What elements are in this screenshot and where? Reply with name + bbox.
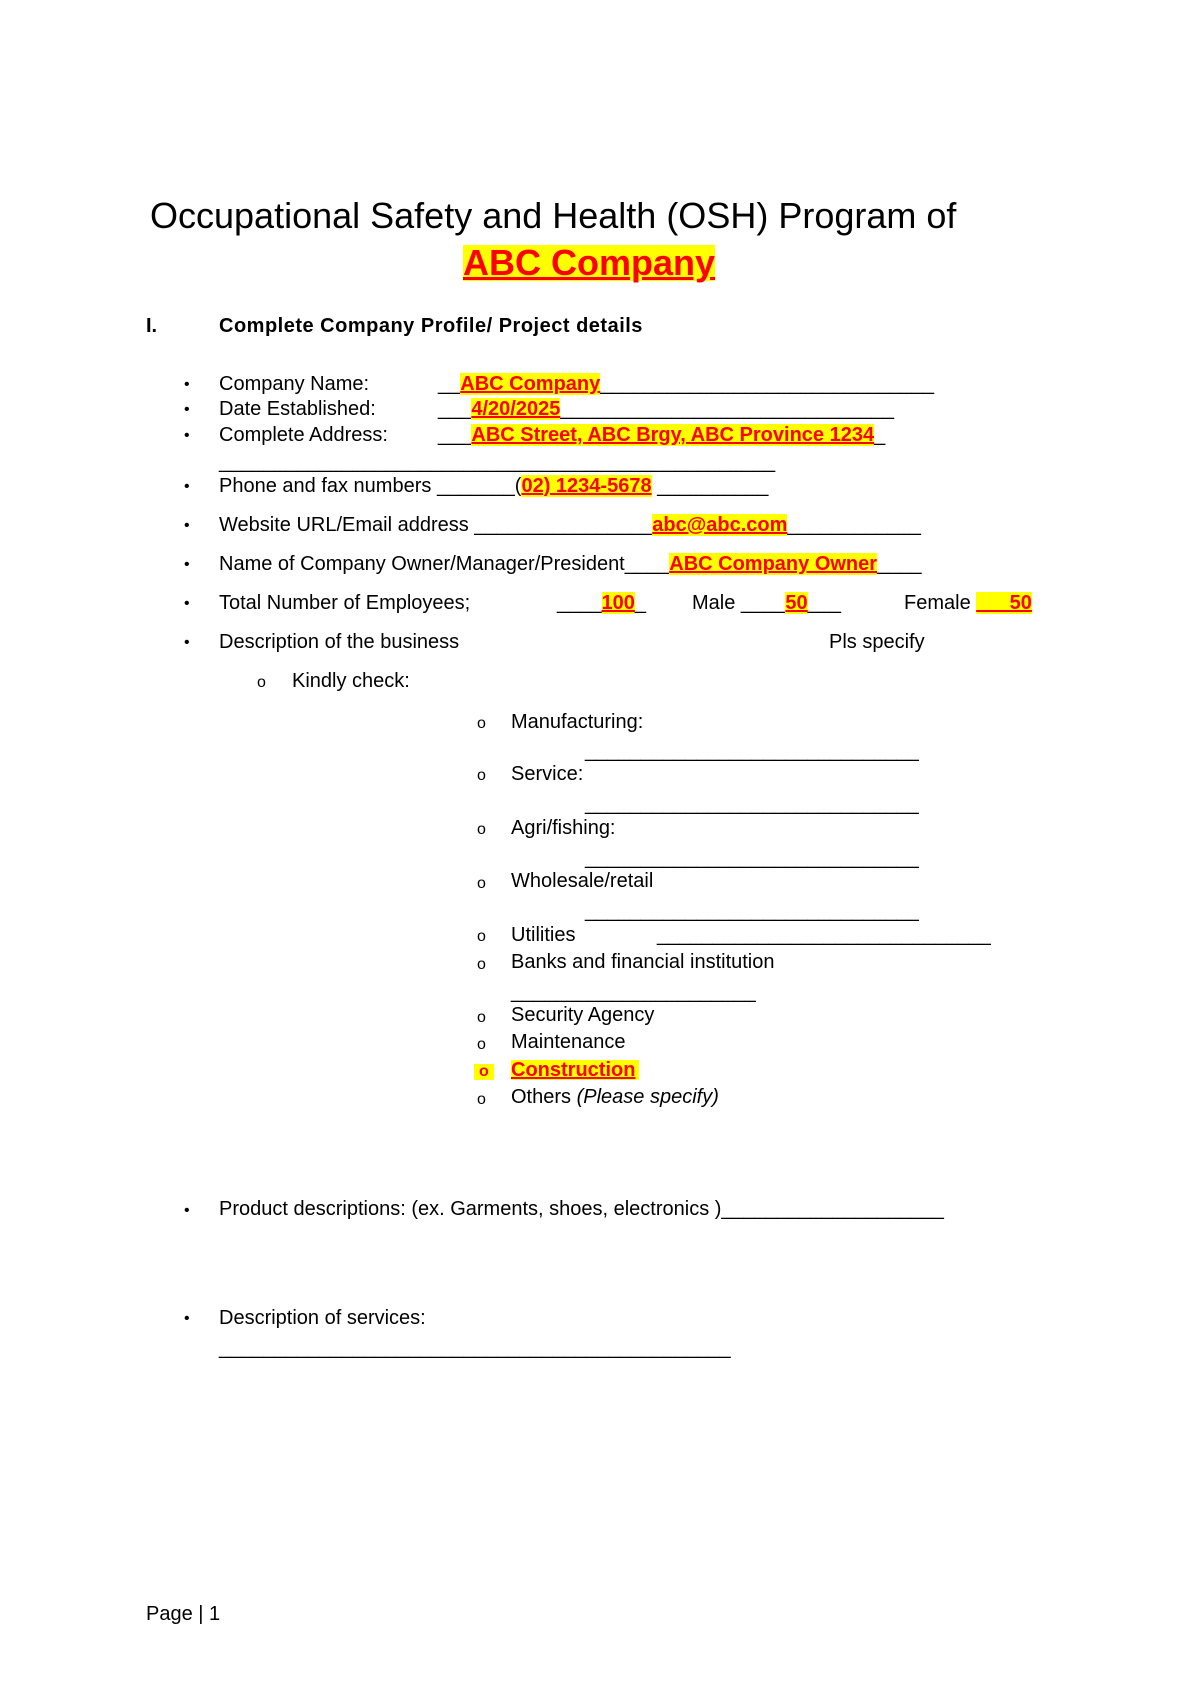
- bullet: •: [184, 401, 190, 418]
- date-established-field[interactable]: ___4/20/2025______________________________: [438, 398, 895, 420]
- circle-bullet: o: [257, 674, 266, 691]
- wholesale-blank[interactable]: ______________________________: [585, 900, 919, 922]
- website-field[interactable]: Website URL/Email address ________________abc@abc.com____________: [219, 514, 921, 536]
- category-utilities[interactable]: Utilities: [511, 924, 576, 946]
- services-label: Description of services:: [219, 1307, 426, 1329]
- category-agri[interactable]: Agri/fishing:: [511, 817, 616, 839]
- circle-bullet[interactable]: o: [477, 928, 486, 945]
- circle-bullet-selected[interactable]: o: [474, 1064, 494, 1080]
- address-line2[interactable]: __________________________________________________: [219, 451, 776, 473]
- category-security[interactable]: Security Agency: [511, 1004, 655, 1026]
- service-blank[interactable]: ______________________________: [585, 793, 919, 815]
- category-maintenance[interactable]: Maintenance: [511, 1031, 626, 1053]
- circle-bullet[interactable]: o: [477, 767, 486, 784]
- female-field[interactable]: Female ___50: [904, 592, 1032, 614]
- page-number: Page | 1: [146, 1603, 221, 1625]
- category-wholesale[interactable]: Wholesale/retail: [511, 870, 654, 892]
- bullet: •: [184, 427, 190, 444]
- business-description-label: Description of the business: [219, 631, 460, 653]
- bullet: •: [184, 517, 190, 534]
- services-blank[interactable]: ______________________________________________: [219, 1337, 731, 1359]
- company-title: ABC Company: [463, 242, 716, 283]
- bullet: •: [184, 478, 190, 495]
- category-manufacturing[interactable]: Manufacturing:: [511, 711, 644, 733]
- bullet: •: [184, 595, 190, 612]
- bullet: •: [184, 376, 190, 393]
- date-established-label: Date Established:: [219, 398, 376, 420]
- circle-bullet[interactable]: o: [477, 715, 486, 732]
- manufacturing-blank[interactable]: ______________________________: [585, 740, 919, 762]
- bullet: •: [184, 634, 190, 651]
- utilities-blank[interactable]: ______________________________: [657, 924, 991, 946]
- product-descriptions-field[interactable]: Product descriptions: (ex. Garments, shoes, electronics )____________________: [219, 1198, 944, 1220]
- employees-total-field[interactable]: ____100_: [557, 592, 646, 614]
- address-field[interactable]: ___ABC Street, ABC Brgy, ABC Province 1234_: [438, 424, 886, 446]
- company-name-label: Company Name:: [219, 373, 370, 395]
- kindly-check-label: Kindly check:: [292, 670, 410, 692]
- section-heading: Complete Company Profile/ Project details: [219, 315, 643, 337]
- agri-blank[interactable]: ______________________________: [585, 847, 919, 869]
- employees-label: Total Number of Employees;: [219, 592, 471, 614]
- category-service[interactable]: Service:: [511, 763, 584, 785]
- phone-field[interactable]: Phone and fax numbers _______(02) 1234-5678 __________: [219, 475, 769, 497]
- circle-bullet[interactable]: o: [477, 875, 486, 892]
- banks-blank[interactable]: ______________________: [511, 981, 756, 1003]
- category-others[interactable]: Others (Please specify): [511, 1086, 719, 1108]
- company-name-field[interactable]: __ABC Company______________________________: [438, 373, 934, 395]
- circle-bullet[interactable]: o: [477, 1036, 486, 1053]
- owner-field[interactable]: Name of Company Owner/Manager/President____ABC Company Owner____: [219, 553, 922, 575]
- circle-bullet[interactable]: o: [477, 1091, 486, 1108]
- address-label: Complete Address:: [219, 424, 388, 446]
- pls-specify-label: Pls specify: [829, 631, 925, 653]
- male-field[interactable]: Male ____50___: [692, 592, 842, 614]
- circle-bullet[interactable]: o: [477, 1009, 486, 1026]
- circle-bullet[interactable]: o: [477, 956, 486, 973]
- bullet: •: [184, 556, 190, 573]
- page-title: Occupational Safety and Health (OSH) Program of: [150, 195, 957, 236]
- bullet: •: [184, 1202, 190, 1219]
- category-banks[interactable]: Banks and financial institution: [511, 951, 775, 973]
- circle-bullet[interactable]: o: [477, 821, 486, 838]
- section-numeral: I.: [146, 315, 158, 337]
- bullet: •: [184, 1310, 190, 1327]
- category-construction[interactable]: Construction: [511, 1060, 639, 1080]
